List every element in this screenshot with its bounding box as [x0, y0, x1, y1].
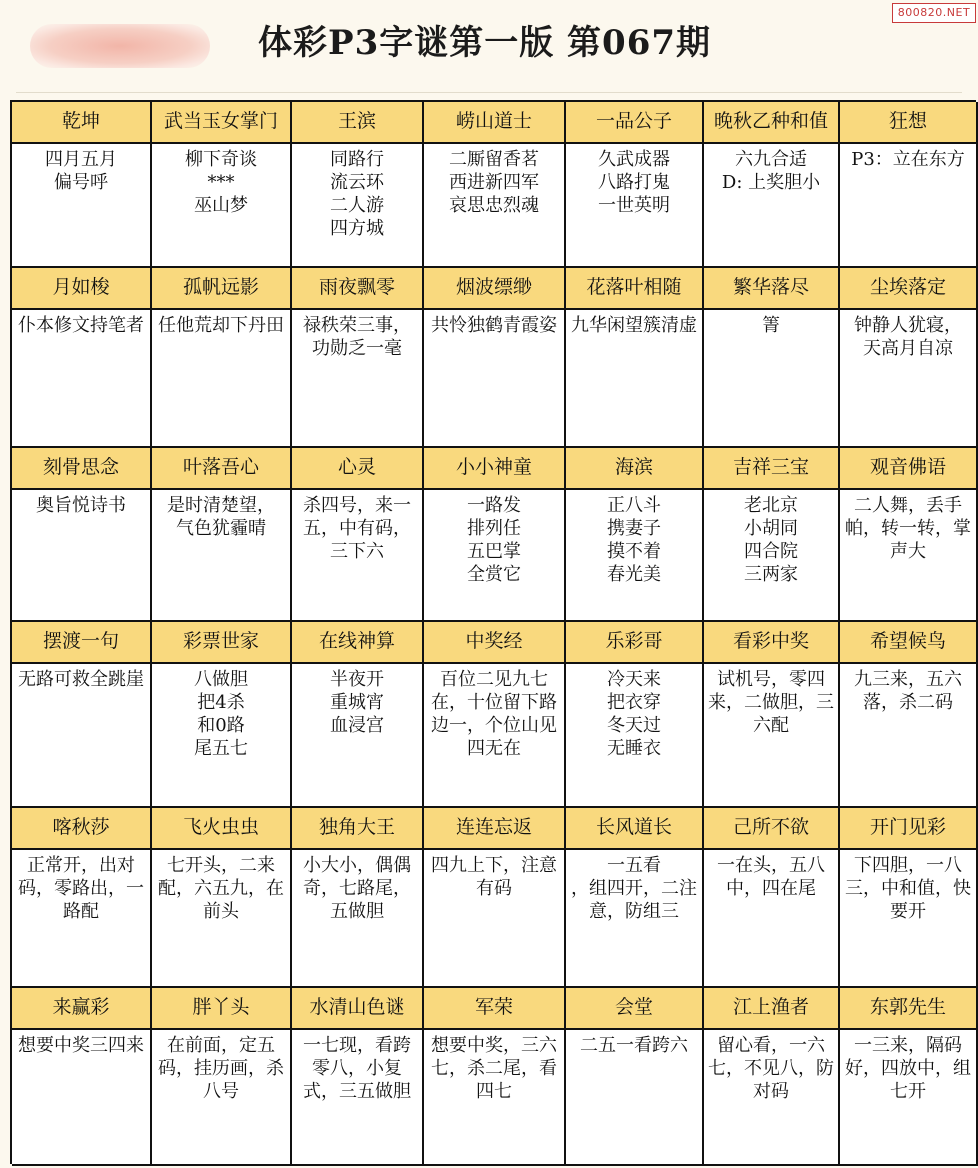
puzzle-riddle-cell: 久武成器 八路打鬼 一世英明: [566, 144, 704, 268]
puzzle-author-header: 乐彩哥: [566, 622, 704, 664]
puzzle-author-header: 长风道长: [566, 808, 704, 850]
puzzle-riddle-cell: 无路可救全跳崖: [12, 664, 152, 808]
puzzle-riddle-cell: 下四胆，一八三，中和值，快要开: [840, 850, 978, 988]
puzzle-author-header: 希望候鸟: [840, 622, 978, 664]
puzzle-riddle-cell: 任他荒却下丹田: [152, 310, 292, 448]
puzzle-author-header: 崂山道士: [424, 102, 566, 144]
puzzle-riddle-cell: 仆本修文持笔者: [12, 310, 152, 448]
puzzle-author-header: 吉祥三宝: [704, 448, 840, 490]
puzzle-author-header: 飞火虫虫: [152, 808, 292, 850]
puzzle-riddle-cell: 八做胆 把4杀 和0路 尾五七: [152, 664, 292, 808]
puzzle-riddle-cell: 一三来，隔码好，四放中，组七开: [840, 1030, 978, 1166]
puzzle-author-header: 乾坤: [12, 102, 152, 144]
puzzle-riddle-cell: 冷天来 把衣穿 冬天过 无睡衣: [566, 664, 704, 808]
puzzle-riddle-cell: 九三来，五六落，杀二码: [840, 664, 978, 808]
puzzle-riddle-cell: 钟静人犹寝， 天高月自凉: [840, 310, 978, 448]
puzzle-author-header: 晚秋乙种和值: [704, 102, 840, 144]
puzzle-author-header: 小小神童: [424, 448, 566, 490]
puzzle-author-header: 喀秋莎: [12, 808, 152, 850]
puzzle-author-header: 叶落吾心: [152, 448, 292, 490]
puzzle-riddle-cell: 一在头，五八中，四在尾: [704, 850, 840, 988]
puzzle-riddle-cell: 想要中奖，三六七，杀二尾，看四七: [424, 1030, 566, 1166]
puzzle-author-header: 开门见彩: [840, 808, 978, 850]
page-title: 体彩P3字谜第一版 第067期: [258, 23, 712, 63]
puzzle-author-header: 看彩中奖: [704, 622, 840, 664]
puzzle-riddle-cell: 四九上下，注意有码: [424, 850, 566, 988]
puzzle-author-header: 己所不欲: [704, 808, 840, 850]
puzzle-author-header: 刻骨思念: [12, 448, 152, 490]
puzzle-author-header: 军荣: [424, 988, 566, 1030]
puzzle-riddle-cell: 二人舞，丢手帕，转一转，掌声大: [840, 490, 978, 622]
puzzle-author-header: 江上渔者: [704, 988, 840, 1030]
puzzle-riddle-cell: 老北京 小胡同 四合院 三两家: [704, 490, 840, 622]
puzzle-author-header: 月如梭: [12, 268, 152, 310]
puzzle-author-header: 独角大王: [292, 808, 424, 850]
puzzle-author-header: 武当玉女掌门: [152, 102, 292, 144]
puzzle-author-header: 会堂: [566, 988, 704, 1030]
puzzle-riddle-cell: 留心看，一六七，不见八，防对码: [704, 1030, 840, 1166]
puzzle-riddle-cell: P3：立在东方: [840, 144, 978, 268]
puzzle-riddle-cell: 柳下奇谈 *** 巫山梦: [152, 144, 292, 268]
puzzle-author-header: 心灵: [292, 448, 424, 490]
puzzle-author-header: 尘埃落定: [840, 268, 978, 310]
puzzle-author-header: 花落叶相随: [566, 268, 704, 310]
puzzle-author-header: 连连忘返: [424, 808, 566, 850]
puzzle-riddle-cell: 禄秩荣三事， 功勋乏一毫: [292, 310, 424, 448]
puzzle-riddle-cell: 正八斗 携妻子 摸不着 春光美: [566, 490, 704, 622]
header-divider: [16, 92, 962, 93]
puzzle-riddle-cell: 小大小，偶偶奇，七路尾，五做胆: [292, 850, 424, 988]
puzzle-riddle-cell: 杀四号，来一五，中有码，三下六: [292, 490, 424, 622]
puzzle-riddle-cell: 箐: [704, 310, 840, 448]
puzzle-author-header: 海滨: [566, 448, 704, 490]
site-watermark: 800820.NET: [892, 3, 976, 23]
puzzle-riddle-cell: 共怜独鹤青霞姿: [424, 310, 566, 448]
puzzle-author-header: 摆渡一句: [12, 622, 152, 664]
puzzle-riddle-cell: 正常开，出对码，零路出，一路配: [12, 850, 152, 988]
puzzle-riddle-cell: 二五一看跨六: [566, 1030, 704, 1166]
puzzle-author-header: 彩票世家: [152, 622, 292, 664]
puzzle-author-header: 雨夜飘零: [292, 268, 424, 310]
puzzle-author-header: 水清山色谜: [292, 988, 424, 1030]
puzzle-author-header: 烟波缥缈: [424, 268, 566, 310]
puzzle-riddle-cell: 一路发 排列任 五巴掌 全赏它: [424, 490, 566, 622]
puzzle-author-header: 狂想: [840, 102, 978, 144]
puzzle-author-header: 东郭先生: [840, 988, 978, 1030]
puzzle-riddle-cell: 一七现，看跨零八，小复式，三五做胆: [292, 1030, 424, 1166]
puzzle-riddle-cell: 试机号，零四来，二做胆，三六配: [704, 664, 840, 808]
puzzle-riddle-cell: 想要中奖三四来: [12, 1030, 152, 1166]
puzzle-riddle-cell: 六九合适 D: 上奖胆小: [704, 144, 840, 268]
puzzle-riddle-cell: 奥旨悦诗书: [12, 490, 152, 622]
puzzle-riddle-cell: 在前面，定五码，挂历画，杀八号: [152, 1030, 292, 1166]
puzzle-riddle-cell: 半夜开 重城宵 血浸宫: [292, 664, 424, 808]
puzzle-author-header: 胖丫头: [152, 988, 292, 1030]
puzzle-riddle-cell: 一五看 ，组四开，二注意，防组三: [566, 850, 704, 988]
puzzle-author-header: 繁华落尽: [704, 268, 840, 310]
puzzle-author-header: 王滨: [292, 102, 424, 144]
puzzle-author-header: 中奖经: [424, 622, 566, 664]
puzzle-table: [10, 100, 976, 1164]
puzzle-riddle-cell: 同路行 流云环 二人游 四方城: [292, 144, 424, 268]
puzzle-author-header: 观音佛语: [840, 448, 978, 490]
puzzle-author-header: 来赢彩: [12, 988, 152, 1030]
puzzle-riddle-cell: 二厮留香茗 西进新四军 哀思忠烈魂: [424, 144, 566, 268]
puzzle-riddle-cell: 是时清楚望， 气色犹霾晴: [152, 490, 292, 622]
blurred-logo: [30, 24, 210, 68]
page-header: [0, 0, 978, 96]
puzzle-author-header: 在线神算: [292, 622, 424, 664]
puzzle-author-header: 孤帆远影: [152, 268, 292, 310]
puzzle-riddle-cell: 九华闲望簇清虚: [566, 310, 704, 448]
puzzle-riddle-cell: 七开头，二来配，六五九，在前头: [152, 850, 292, 988]
puzzle-author-header: 一品公子: [566, 102, 704, 144]
puzzle-riddle-cell: 四月五月 偏号呼: [12, 144, 152, 268]
puzzle-riddle-cell: 百位二见九七在，十位留下路边一，个位山见四无在: [424, 664, 566, 808]
